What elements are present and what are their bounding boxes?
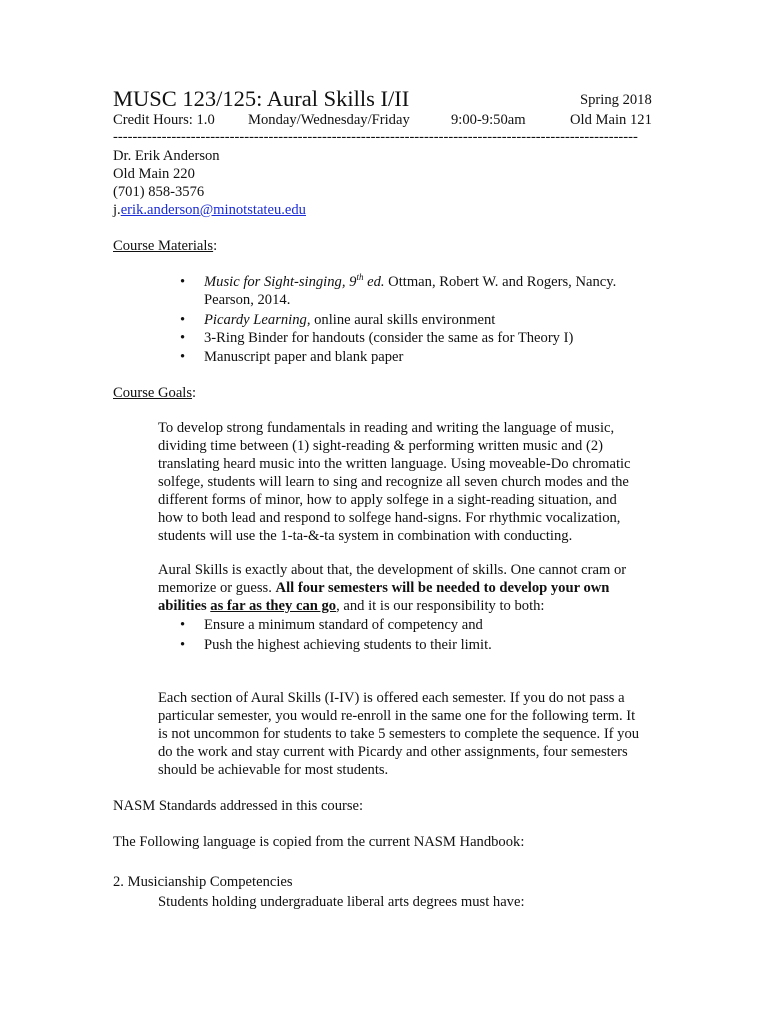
instructor-name: Dr. Erik Anderson	[113, 148, 220, 164]
text-run: memorize or guess.	[158, 580, 276, 596]
course-title: MUSC 123/125: Aural Skills I/II	[113, 86, 410, 111]
paragraph-line: dividing time between (1) sight-reading & performing written music and (2)	[158, 438, 603, 454]
paragraph-line: Aural Skills is exactly about that, the development of skills. One cannot cram or	[158, 562, 627, 578]
paragraph-line: how to both lead and respond to solfege hand-signs. For rhythmic vocalization,	[158, 510, 621, 526]
bold-emphasis: abilities	[158, 598, 211, 614]
email-link[interactable]: erik.anderson@minotstateu.edu	[120, 202, 306, 218]
paragraph-line: is not uncommon for students to take 5 semesters to complete the sequence. If you	[158, 726, 640, 742]
bullet-glyph: •	[180, 312, 186, 328]
bold-emphasis: All four semesters will be needed to develop your own	[275, 580, 610, 596]
meeting-time: 9:00-9:50am	[451, 112, 526, 128]
goals-paragraph-3	[158, 689, 658, 779]
bold-underlined-emphasis: as far as they can go	[210, 598, 337, 614]
software-title: Picardy Learning	[204, 312, 307, 328]
material-item-2	[204, 311, 495, 329]
book-authors: Ottman, Robert W. and Rogers, Nancy.	[384, 274, 617, 290]
paragraph-line: Each section of Aural Skills (I-IV) is offered each semester. If you do not pass a	[158, 690, 625, 706]
term: Spring 2018	[580, 92, 652, 108]
paragraph-line	[158, 579, 658, 597]
paragraph-line: should be achievable for most students.	[158, 762, 389, 778]
meeting-days: Monday/Wednesday/Friday	[248, 112, 410, 128]
material-item-3: 3-Ring Binder for handouts (consider the same as for Theory I)	[204, 330, 574, 346]
materials-heading	[113, 237, 217, 255]
instructor-email	[113, 201, 306, 219]
book-title: Music for Sight-singing, 9	[204, 274, 357, 290]
paragraph-line	[158, 597, 658, 615]
bullet-glyph: •	[180, 274, 186, 290]
nasm-intro: NASM Standards addressed in this course:	[113, 798, 364, 814]
paragraph-line: solfege, students will learn to sing and recognize all seven church modes and the	[158, 474, 629, 490]
email-prefix: j.	[113, 202, 121, 218]
bullet-glyph: •	[180, 637, 186, 653]
goals-heading-colon: :	[192, 385, 197, 401]
bullet-glyph: •	[180, 617, 186, 633]
edition-suffix: ed.	[363, 274, 385, 290]
goals-paragraph-2	[158, 561, 658, 615]
paragraph-line: students will use the 1-ta-&-ta system in combination with conducting.	[158, 528, 573, 544]
paragraph-line: To develop strong fundamentals in reading and writing the language of music,	[158, 420, 615, 436]
text-run: , and it is our responsibility to both:	[336, 598, 545, 614]
goal-bullet-2: Push the highest achieving students to their limit.	[204, 637, 492, 653]
paragraph-line: particular semester, you would re-enroll in the same one for the following term. It	[158, 708, 636, 724]
bullet-glyph: •	[180, 349, 186, 365]
room: Old Main 121	[570, 112, 652, 128]
paragraph-line: do the work and stay current with Picardy and other assignments, four semesters	[158, 744, 628, 760]
paragraph-line: different forms of minor, how to apply solfege in a sight-reading situation, and	[158, 492, 617, 508]
goals-heading-text: Course Goals	[113, 385, 193, 401]
material-item-1-line2: Pearson, 2014.	[204, 292, 291, 308]
bullet-glyph: •	[180, 330, 186, 346]
edition-superscript: th	[356, 272, 364, 283]
goals-paragraph-1	[158, 419, 658, 545]
instructor-phone: (701) 858-3576	[113, 184, 205, 200]
materials-heading-colon: :	[213, 238, 218, 254]
goals-heading	[113, 384, 196, 402]
instructor-office: Old Main 220	[113, 166, 195, 182]
goal-bullet-1: Ensure a minimum standard of competency and	[204, 617, 483, 633]
software-description: , online aural skills environment	[306, 312, 496, 328]
materials-heading-text: Course Materials	[113, 238, 214, 254]
nasm-source: The Following language is copied from the current NASM Handbook:	[113, 834, 525, 850]
material-item-1	[204, 273, 616, 291]
credit-hours: Credit Hours: 1.0	[113, 112, 215, 128]
dashed-divider: ------------------------------------------------------------------------------------------------------------	[113, 129, 638, 145]
nasm-section-text: Students holding undergraduate liberal arts degrees must have:	[158, 894, 525, 910]
nasm-section-heading: 2. Musicianship Competencies	[113, 874, 293, 890]
material-item-4: Manuscript paper and blank paper	[204, 349, 404, 365]
paragraph-line: translating heard music into the written language. Using moveable-Do chromatic	[158, 456, 631, 472]
